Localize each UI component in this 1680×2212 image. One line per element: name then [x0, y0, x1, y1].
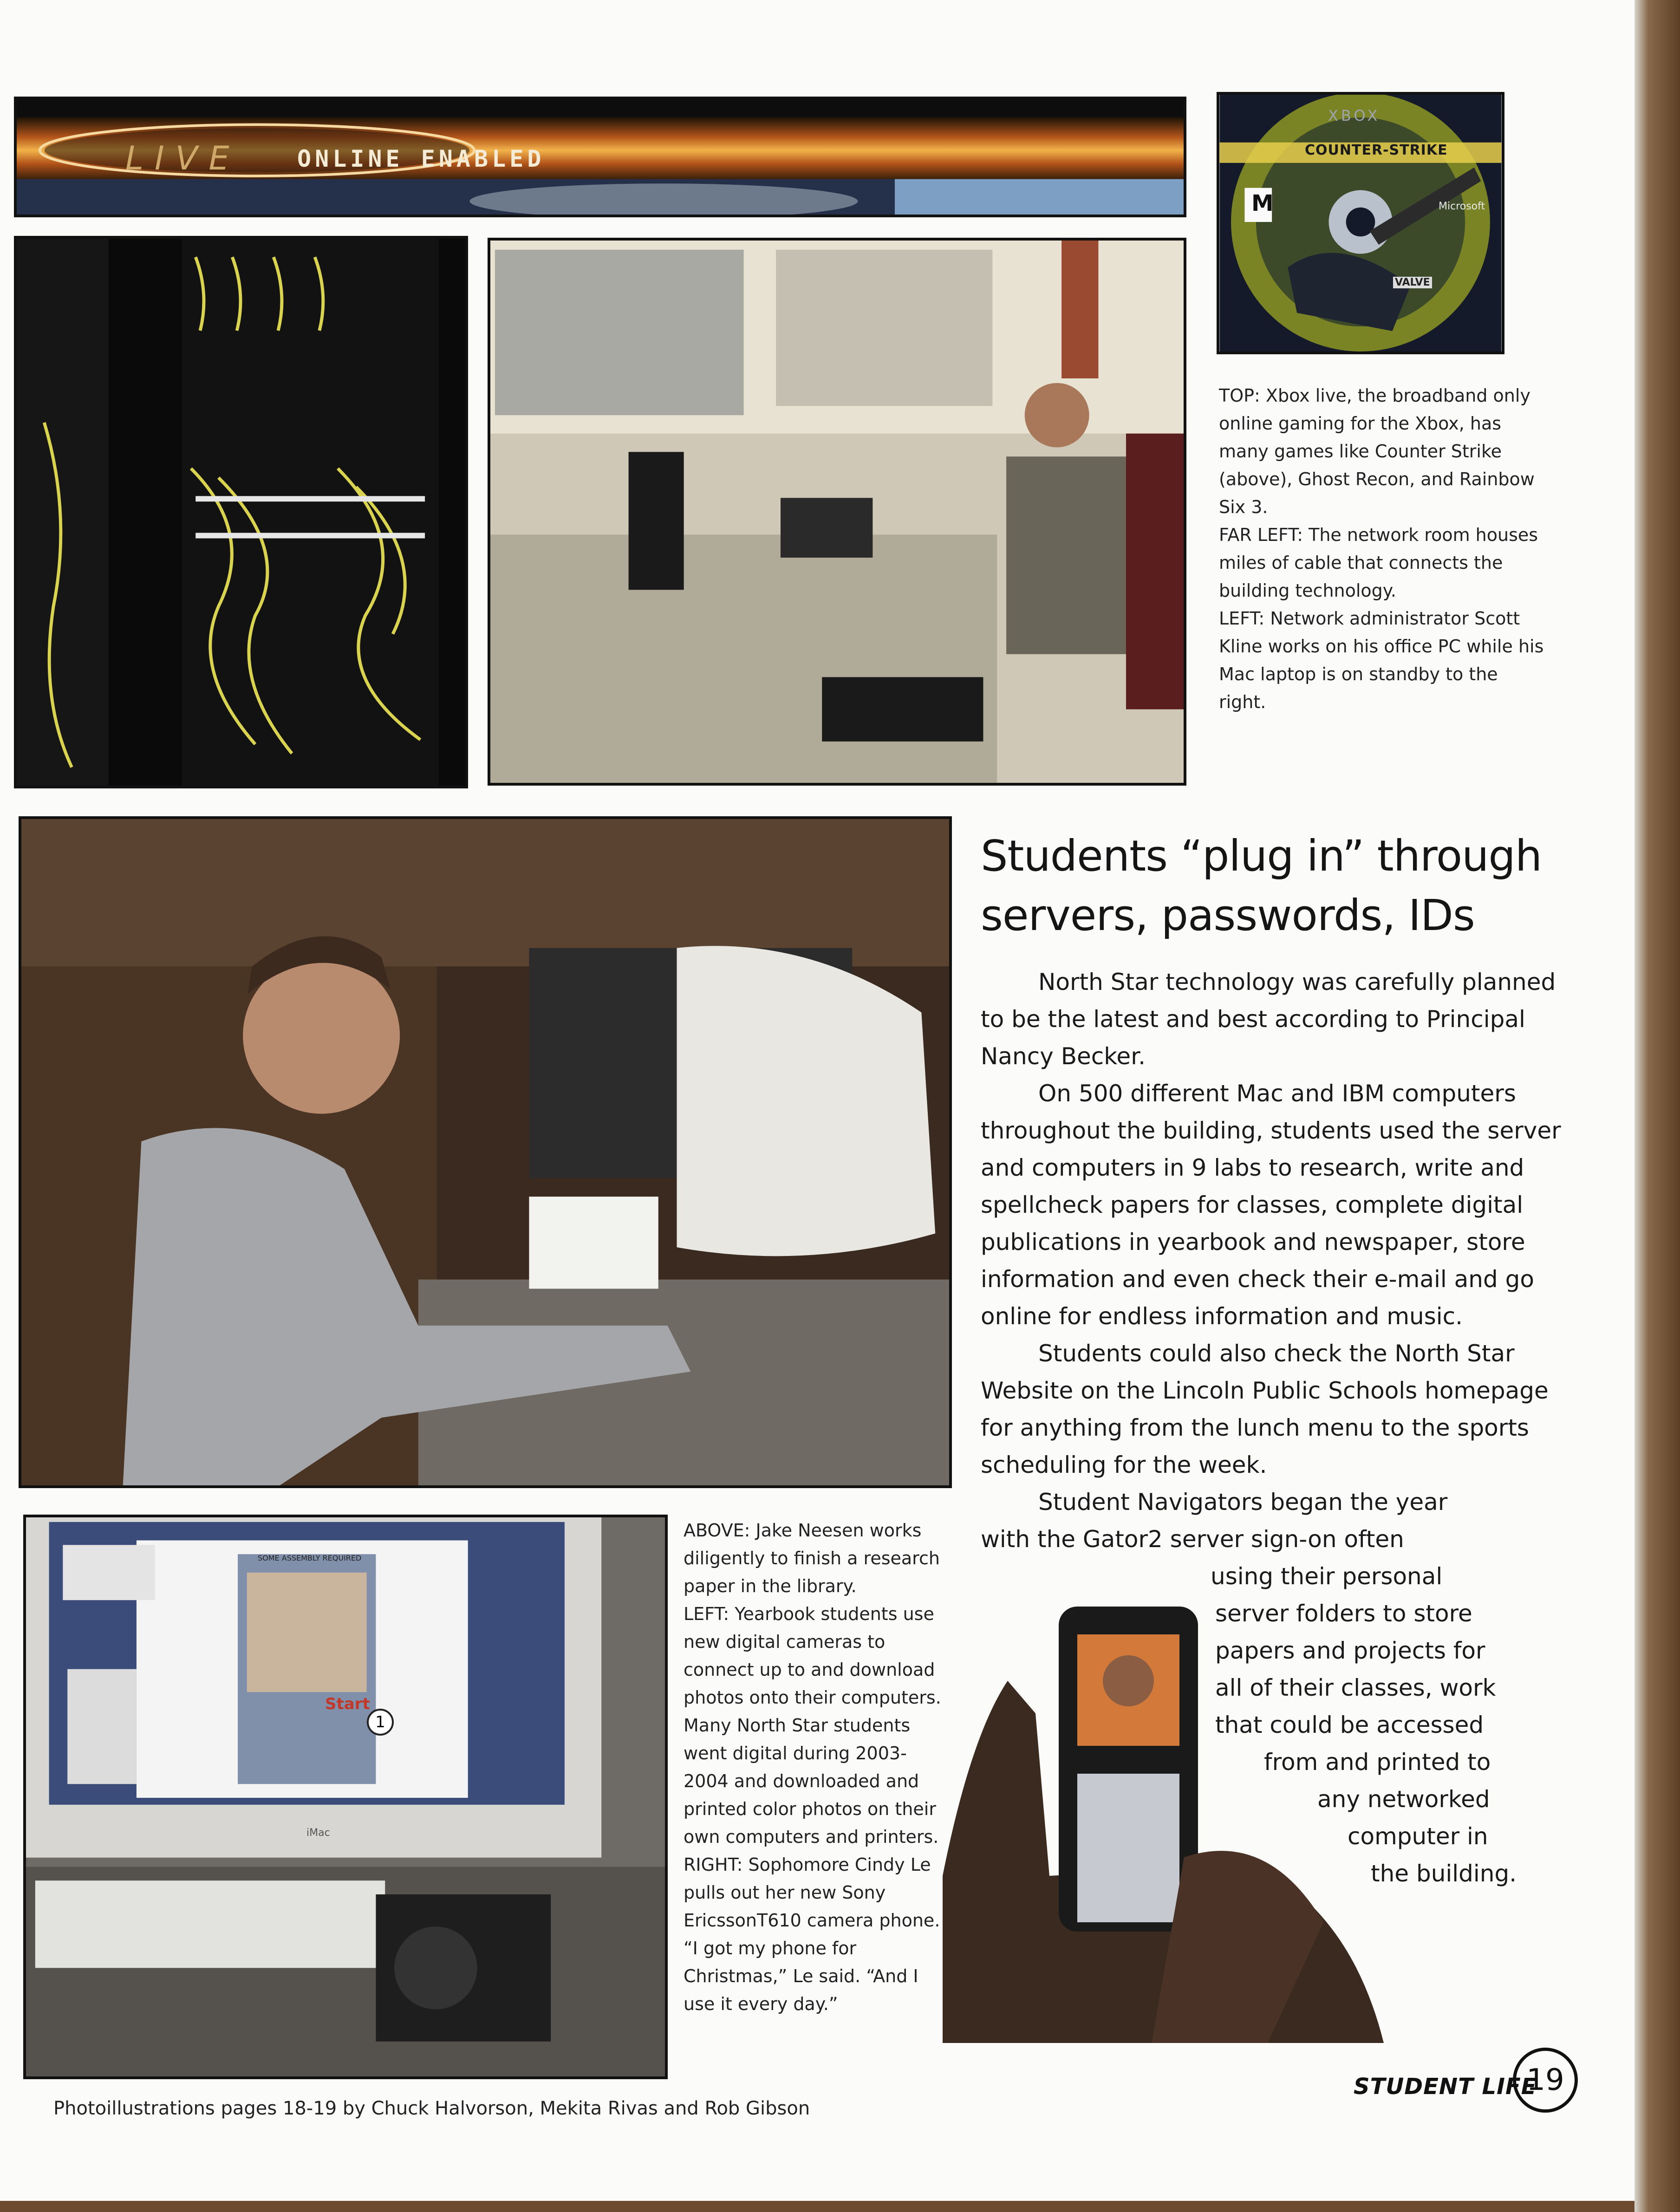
page-edge [1634, 0, 1680, 2212]
story-line: with the Gator2 server sign-on often [981, 1526, 1404, 1553]
caption-left: LEFT: Network administrator Scott Kline works on his office PC while his Mac laptop is on standby to the right. [1219, 608, 1544, 712]
page-number: 19 [1513, 2048, 1578, 2113]
story-paragraph-3: Students could also check the North Star Website on the Lincoln Public Schools homepage for anything from the lunch menu to the sports scheduling for the week. [981, 1340, 1549, 1478]
caption-right: RIGHT: Sophomore Cindy Le pulls out her new Sony EricssonT610 camera phone. “I got my phone for Christmas,” Le said. “And I use it every day.” [684, 1854, 940, 2014]
story-line: computer in [1348, 1823, 1488, 1850]
story-line: server folders to store [1215, 1600, 1472, 1627]
top-photo-captions [1219, 382, 1544, 716]
bottom-photo-captions [684, 1516, 944, 2018]
yearbook-screen-number: 1 [367, 1709, 394, 1736]
counter-strike-disc-photo [1217, 92, 1504, 354]
story-line: Student Navigators began the year [1038, 1489, 1448, 1516]
live-logo-text: LIVE [125, 139, 241, 177]
imac-brand: iMac [306, 1827, 330, 1839]
headline-line-1: Students “plug in” through [981, 831, 1542, 881]
network-administrator-office-photo [488, 238, 1186, 786]
story-line: papers and projects for [1215, 1637, 1485, 1664]
story-line: any networked [1317, 1786, 1490, 1813]
yearbook-screen-headline: SOME ASSEMBLY REQUIRED [258, 1554, 362, 1562]
online-enabled-text: ONLINE ENABLED [297, 145, 545, 172]
story-headline [981, 826, 1547, 945]
headline-line-2: servers, passwords, IDs [981, 891, 1475, 940]
yearbook-screen-tag: Start [325, 1695, 370, 1713]
caption-above: ABOVE: Jake Neesen works diligently to finish a research paper in the library. [684, 1520, 940, 1596]
caption-yearbook: LEFT: Yearbook students use new digital cameras to connect up to and download photos onto their computers. Many North Star students went digital during 2003-2004 and downloaded and printed color photos on their own computers and printers. [684, 1604, 941, 1847]
disc-developer: VALVE [1393, 277, 1432, 288]
story-paragraph-1: North Star technology was carefully planned to be the latest and best according to Principal Nancy Becker. [981, 969, 1556, 1070]
story-line: that could be accessed [1215, 1711, 1484, 1738]
disc-brand: XBOX [1328, 107, 1380, 124]
photo-credit: Photoillustrations pages 18-19 by Chuck Halvorson, Mekita Rivas and Rob Gibson [53, 2098, 810, 2119]
caption-far-left: FAR LEFT: The network room houses miles of cable that connects the building technology. [1219, 525, 1538, 601]
story-line: using their personal [1211, 1563, 1443, 1590]
story-paragraph-2: On 500 different Mac and IBM computers throughout the building, students used the server and computers in 9 labs to research, write and spellcheck papers for classes, complete digital publications in yearbook and newspaper, store information and even check their e-mail and go online for endless information and music. [981, 1080, 1561, 1330]
library-student-photo [19, 816, 952, 1488]
disc-publisher: Microsoft [1439, 201, 1485, 212]
story-line: from and printed to [1264, 1749, 1491, 1776]
disc-game-title: COUNTER-STRIKE [1305, 142, 1448, 158]
story-paragraph-4 [981, 1483, 1570, 1892]
yearbook-imac-photo [23, 1515, 668, 2079]
section-label: STUDENT LIFE [1354, 2074, 1537, 2100]
network-room-photo [14, 236, 468, 788]
story-line: the building. [1371, 1860, 1517, 1887]
story-line: all of their classes, work [1215, 1674, 1496, 1701]
caption-top: TOP: Xbox live, the broadband only online gaming for the Xbox, has many games like Counter Strike (above), Ghost Recon, and Rainbow Six 3. [1219, 385, 1535, 517]
story-body [981, 963, 1570, 1892]
disc-rating-badge: M [1251, 190, 1274, 216]
